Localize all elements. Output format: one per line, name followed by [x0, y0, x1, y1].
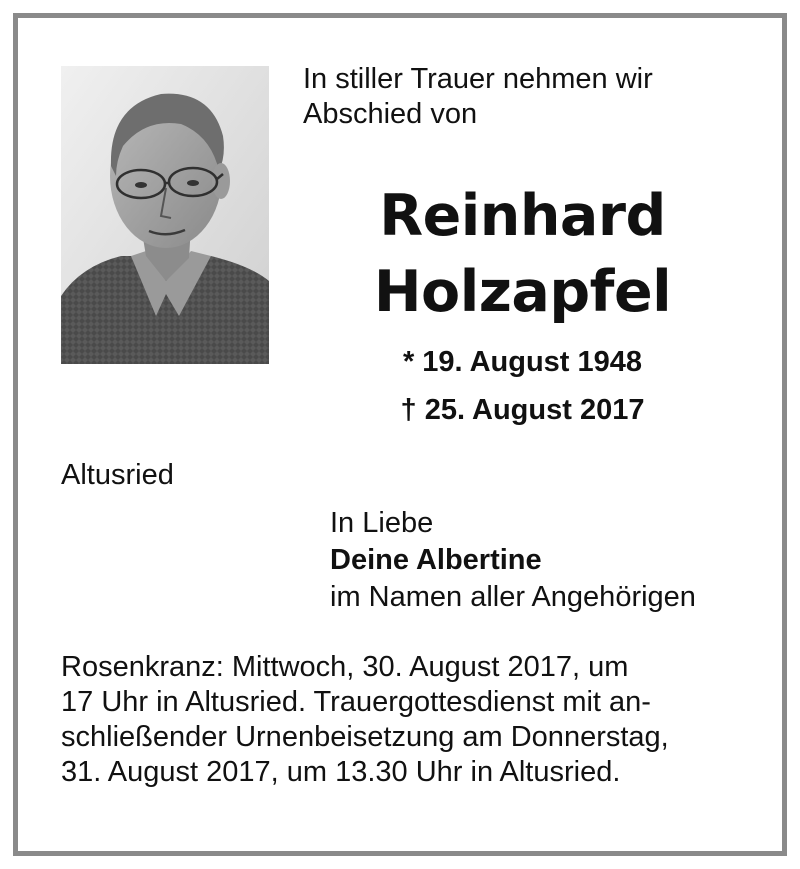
- signature-line-2: Deine Albertine: [330, 544, 542, 576]
- last-name: Holzapfel: [373, 259, 672, 325]
- portrait-photo: [61, 66, 269, 364]
- signature-line-1: In Liebe: [330, 507, 434, 539]
- intro-line-1: In stiller Trauer nehmen wir: [303, 63, 653, 95]
- birth-date: * 19. August 1948: [402, 346, 643, 378]
- service-notice: [61, 650, 741, 790]
- portrait-image: [61, 66, 269, 364]
- life-dates: [300, 338, 745, 434]
- intro-text: [303, 62, 763, 132]
- deceased-name: [300, 178, 745, 330]
- intro-line-2: Abschied von: [303, 98, 478, 130]
- signature-line-3: im Namen aller Angehörigen: [330, 581, 696, 613]
- notice-line-4: 31. August 2017, um 13.30 Uhr in Altusried.: [61, 756, 621, 788]
- notice-line-3: schließender Urnenbeisetzung am Donnerstag,: [61, 721, 669, 753]
- notice-line-1: Rosenkranz: Mittwoch, 30. August 2017, um: [61, 651, 629, 683]
- death-date: † 25. August 2017: [400, 394, 645, 426]
- notice-line-2: 17 Uhr in Altusried. Trauergottesdienst mit an-: [61, 686, 651, 718]
- first-name: Reinhard: [379, 183, 666, 249]
- place-name: Altusried: [61, 459, 174, 491]
- signature-block: [330, 505, 770, 616]
